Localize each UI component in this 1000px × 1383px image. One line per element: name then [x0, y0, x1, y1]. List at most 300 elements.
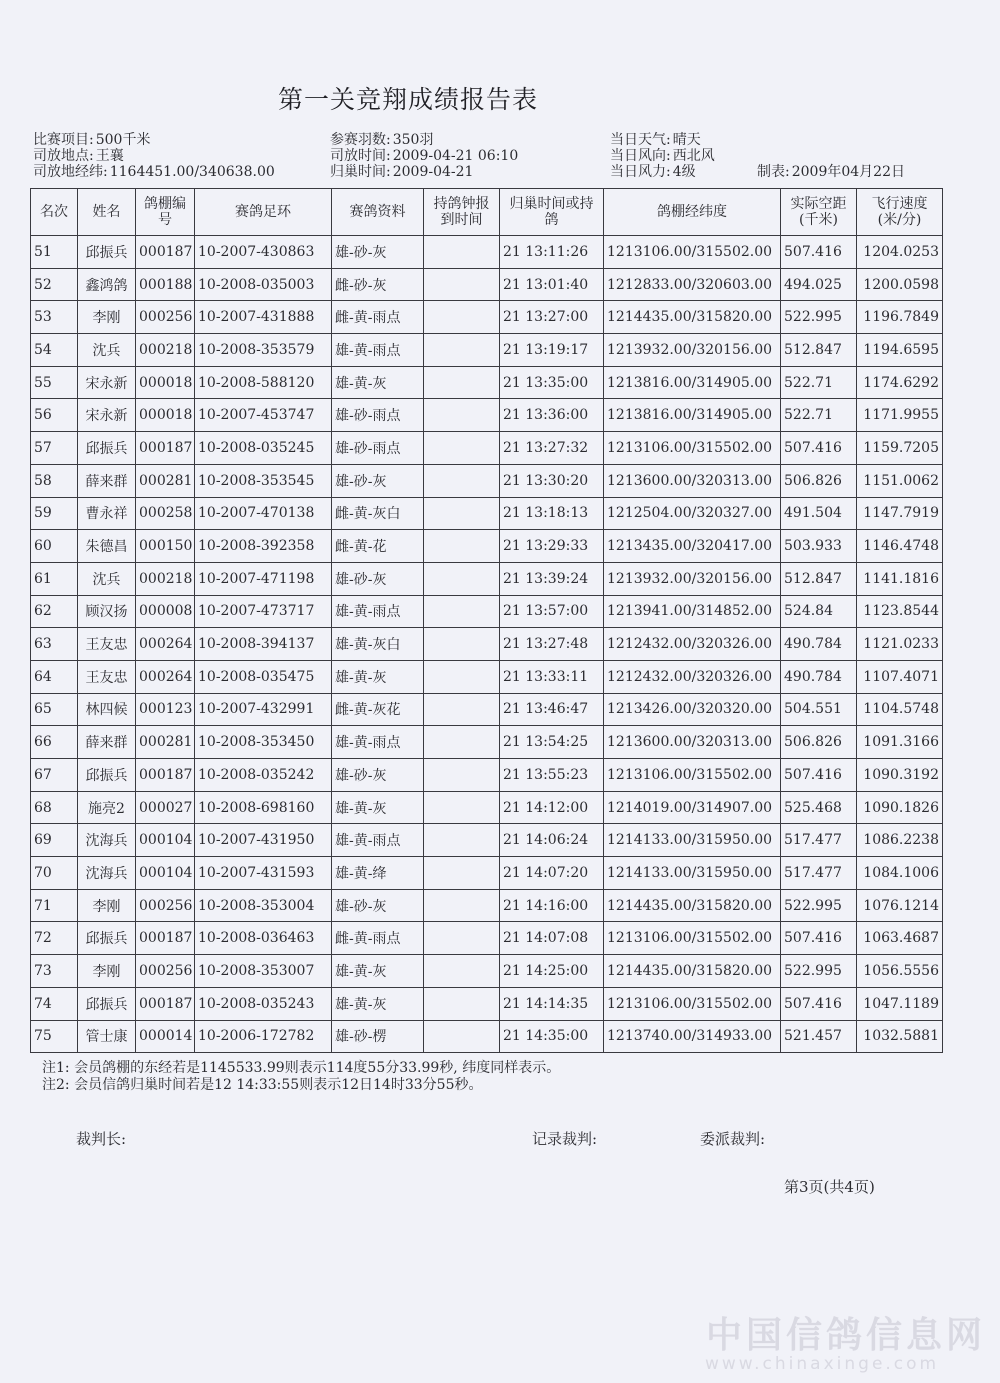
cell-ring: 10-2007-470138 — [195, 497, 332, 530]
cell-loft: 000218 — [136, 334, 195, 367]
cell-ring: 10-2008-035243 — [195, 987, 332, 1020]
cell-clock — [424, 595, 500, 628]
cell-loft: 000014 — [136, 1020, 195, 1053]
cell-speed: 1171.9955 — [857, 399, 943, 432]
meta-weather-value: 晴天 — [672, 132, 701, 148]
cell-clock — [424, 366, 500, 399]
table-row — [31, 987, 943, 1020]
cell-clock — [424, 334, 500, 367]
cell-speed: 1091.3166 — [857, 726, 943, 759]
cell-coord: 1213106.00/315502.00 — [604, 987, 781, 1020]
cell-name: 邱振兵 — [78, 236, 136, 269]
cell-info: 雄-黄-雨点 — [332, 334, 424, 367]
cell-info: 雌-黄-雨点 — [332, 922, 424, 955]
cell-speed: 1107.4071 — [857, 660, 943, 693]
cell-loft: 000187 — [136, 236, 195, 269]
cell-rank: 74 — [31, 987, 78, 1020]
cell-info: 雄-黄-雨点 — [332, 595, 424, 628]
cell-arrival: 21 14:25:00 — [500, 955, 604, 988]
meta-return-time — [330, 164, 473, 180]
table-row — [31, 922, 943, 955]
cell-coord: 1213600.00/320313.00 — [604, 726, 781, 759]
meta-wind-force-label: 当日风力: — [610, 164, 671, 180]
cell-speed: 1123.8544 — [857, 595, 943, 628]
cell-name: 邱振兵 — [78, 759, 136, 792]
cell-rank: 73 — [31, 955, 78, 988]
cell-rank: 63 — [31, 628, 78, 661]
cell-distance: 507.416 — [781, 922, 857, 955]
table-row — [31, 595, 943, 628]
cell-distance: 521.457 — [781, 1020, 857, 1053]
cell-clock — [424, 857, 500, 890]
cell-speed: 1084.1006 — [857, 857, 943, 890]
table-row — [31, 1020, 943, 1053]
cell-loft: 000256 — [136, 889, 195, 922]
meta-release-time-value: 2009-04-21 06:10 — [392, 148, 519, 164]
cell-rank: 53 — [31, 301, 78, 334]
cell-ring: 10-2008-353545 — [195, 464, 332, 497]
cell-speed: 1076.1214 — [857, 889, 943, 922]
cell-loft: 000187 — [136, 432, 195, 465]
meta-made — [757, 164, 905, 180]
cell-clock — [424, 464, 500, 497]
cell-name: 鑫鸿鸽 — [78, 268, 136, 301]
cell-coord: 1213740.00/314933.00 — [604, 1020, 781, 1053]
cell-clock — [424, 301, 500, 334]
cell-name: 李刚 — [78, 301, 136, 334]
cell-distance: 522.995 — [781, 301, 857, 334]
cell-distance: 503.933 — [781, 530, 857, 563]
table-row — [31, 301, 943, 334]
meta-return-time-value: 2009-04-21 — [392, 164, 474, 180]
meta-entries-value: 350羽 — [392, 132, 434, 148]
page-number: 第3页(共4页) — [784, 1178, 875, 1196]
cell-info: 雄-砂-灰 — [332, 464, 424, 497]
cell-info: 雄-砂-雨点 — [332, 432, 424, 465]
cell-coord: 1213932.00/320156.00 — [604, 562, 781, 595]
cell-coord: 1214133.00/315950.00 — [604, 824, 781, 857]
cell-loft: 000018 — [136, 366, 195, 399]
meta-wind-dir-value: 西北风 — [672, 148, 715, 164]
cell-info: 雄-砂-灰 — [332, 562, 424, 595]
cell-loft: 000027 — [136, 791, 195, 824]
cell-arrival: 21 13:33:11 — [500, 660, 604, 693]
table-row — [31, 660, 943, 693]
header-name: 姓名 — [78, 189, 136, 236]
cell-clock — [424, 268, 500, 301]
cell-ring: 10-2007-430863 — [195, 236, 332, 269]
meta-entries — [330, 132, 433, 148]
signature-delegate: 委派裁判: — [700, 1130, 766, 1148]
cell-loft: 000188 — [136, 268, 195, 301]
cell-coord: 1212432.00/320326.00 — [604, 660, 781, 693]
cell-rank: 59 — [31, 497, 78, 530]
cell-speed: 1196.7849 — [857, 301, 943, 334]
table-row — [31, 889, 943, 922]
cell-speed: 1086.2238 — [857, 824, 943, 857]
cell-clock — [424, 399, 500, 432]
cell-distance: 494.025 — [781, 268, 857, 301]
cell-loft: 000281 — [136, 726, 195, 759]
cell-coord: 1214019.00/314907.00 — [604, 791, 781, 824]
cell-ring: 10-2008-035003 — [195, 268, 332, 301]
cell-info: 雌-黄-灰花 — [332, 693, 424, 726]
header-rank: 名次 — [31, 189, 78, 236]
cell-coord: 1213600.00/320313.00 — [604, 464, 781, 497]
cell-clock — [424, 922, 500, 955]
cell-coord: 1213106.00/315502.00 — [604, 432, 781, 465]
cell-clock — [424, 530, 500, 563]
cell-coord: 1213426.00/320320.00 — [604, 693, 781, 726]
cell-loft: 000104 — [136, 857, 195, 890]
table-row — [31, 268, 943, 301]
cell-name: 沈海兵 — [78, 857, 136, 890]
cell-ring: 10-2008-353007 — [195, 955, 332, 988]
cell-ring: 10-2008-698160 — [195, 791, 332, 824]
cell-distance: 507.416 — [781, 236, 857, 269]
meta-release-coord-value: 1164451.00/340638.00 — [109, 164, 275, 180]
cell-coord: 1213816.00/314905.00 — [604, 399, 781, 432]
cell-ring: 10-2007-431950 — [195, 824, 332, 857]
cell-name: 宋永新 — [78, 399, 136, 432]
cell-loft: 000187 — [136, 922, 195, 955]
cell-loft: 000018 — [136, 399, 195, 432]
cell-ring: 10-2007-473717 — [195, 595, 332, 628]
cell-info: 雄-黄-灰 — [332, 660, 424, 693]
cell-arrival: 21 13:18:13 — [500, 497, 604, 530]
cell-distance: 507.416 — [781, 987, 857, 1020]
cell-ring: 10-2008-353004 — [195, 889, 332, 922]
table-row — [31, 955, 943, 988]
meta-made-label: 制表: — [757, 164, 790, 180]
cell-coord: 1214435.00/315820.00 — [604, 955, 781, 988]
cell-name: 邱振兵 — [78, 987, 136, 1020]
cell-distance: 490.784 — [781, 660, 857, 693]
cell-rank: 56 — [31, 399, 78, 432]
cell-speed: 1141.1816 — [857, 562, 943, 595]
header-speed: 飞行速度(米/分) — [857, 189, 943, 236]
cell-info: 雌-黄-雨点 — [332, 301, 424, 334]
cell-speed: 1047.1189 — [857, 987, 943, 1020]
cell-rank: 54 — [31, 334, 78, 367]
cell-clock — [424, 889, 500, 922]
cell-speed: 1146.4748 — [857, 530, 943, 563]
meta-wind-force — [610, 164, 696, 180]
cell-coord: 1213435.00/320417.00 — [604, 530, 781, 563]
meta-event-value: 500千米 — [95, 132, 151, 148]
cell-arrival: 21 13:35:00 — [500, 366, 604, 399]
cell-loft: 000150 — [136, 530, 195, 563]
cell-speed: 1063.4687 — [857, 922, 943, 955]
cell-loft: 000281 — [136, 464, 195, 497]
report-title: 第一关竞翔成绩报告表 — [278, 85, 539, 114]
cell-coord: 1213932.00/320156.00 — [604, 334, 781, 367]
meta-made-value: 2009年04月22日 — [791, 164, 905, 180]
cell-coord: 1212504.00/320327.00 — [604, 497, 781, 530]
table-row — [31, 857, 943, 890]
table-row — [31, 366, 943, 399]
cell-ring: 10-2008-035475 — [195, 660, 332, 693]
cell-info: 雌-黄-花 — [332, 530, 424, 563]
cell-rank: 68 — [31, 791, 78, 824]
cell-arrival: 21 13:27:48 — [500, 628, 604, 661]
watermark-text: 中国信鸽信息网 — [706, 1315, 987, 1356]
cell-arrival: 21 14:07:08 — [500, 922, 604, 955]
cell-rank: 65 — [31, 693, 78, 726]
cell-speed: 1090.1826 — [857, 791, 943, 824]
cell-rank: 72 — [31, 922, 78, 955]
cell-distance: 512.847 — [781, 562, 857, 595]
meta-weather — [610, 132, 701, 148]
cell-arrival: 21 13:27:00 — [500, 301, 604, 334]
cell-rank: 71 — [31, 889, 78, 922]
meta-release-time — [330, 148, 518, 164]
results-table — [30, 188, 943, 1053]
cell-coord: 1213106.00/315502.00 — [604, 922, 781, 955]
cell-rank: 61 — [31, 562, 78, 595]
cell-name: 林四候 — [78, 693, 136, 726]
cell-rank: 58 — [31, 464, 78, 497]
meta-event — [33, 132, 150, 148]
cell-loft: 000264 — [136, 628, 195, 661]
meta-release-place-value: 王襄 — [95, 148, 124, 164]
cell-arrival: 21 14:07:20 — [500, 857, 604, 890]
cell-name: 邱振兵 — [78, 432, 136, 465]
cell-rank: 52 — [31, 268, 78, 301]
cell-ring: 10-2008-035245 — [195, 432, 332, 465]
cell-distance: 522.995 — [781, 955, 857, 988]
cell-speed: 1204.0253 — [857, 236, 943, 269]
table-row — [31, 236, 943, 269]
cell-arrival: 21 13:01:40 — [500, 268, 604, 301]
cell-arrival: 21 13:54:25 — [500, 726, 604, 759]
cell-info: 雄-黄-绛 — [332, 857, 424, 890]
cell-speed: 1090.3192 — [857, 759, 943, 792]
cell-info: 雄-砂-楞 — [332, 1020, 424, 1053]
cell-distance: 524.84 — [781, 595, 857, 628]
cell-speed: 1194.6595 — [857, 334, 943, 367]
cell-distance: 491.504 — [781, 497, 857, 530]
cell-clock — [424, 726, 500, 759]
cell-loft: 000123 — [136, 693, 195, 726]
cell-name: 邱振兵 — [78, 922, 136, 955]
cell-name: 沈海兵 — [78, 824, 136, 857]
meta-release-coord — [33, 164, 275, 180]
table-row — [31, 334, 943, 367]
cell-clock — [424, 628, 500, 661]
cell-info: 雄-黄-雨点 — [332, 726, 424, 759]
cell-rank: 55 — [31, 366, 78, 399]
cell-ring: 10-2008-394137 — [195, 628, 332, 661]
cell-clock — [424, 693, 500, 726]
header-loft: 鸽棚编号 — [136, 189, 195, 236]
cell-rank: 64 — [31, 660, 78, 693]
cell-name: 薛来群 — [78, 726, 136, 759]
cell-info: 雄-砂-灰 — [332, 759, 424, 792]
meta-wind-dir — [610, 148, 715, 164]
cell-name: 管士康 — [78, 1020, 136, 1053]
table-row — [31, 497, 943, 530]
cell-clock — [424, 955, 500, 988]
cell-rank: 51 — [31, 236, 78, 269]
cell-loft: 000256 — [136, 955, 195, 988]
cell-loft: 000218 — [136, 562, 195, 595]
cell-ring: 10-2007-431888 — [195, 301, 332, 334]
meta-return-time-label: 归巢时间: — [330, 164, 391, 180]
cell-name: 曹永祥 — [78, 497, 136, 530]
cell-info: 雄-黄-灰 — [332, 366, 424, 399]
cell-clock — [424, 791, 500, 824]
cell-name: 施亮2 — [78, 791, 136, 824]
table-row — [31, 726, 943, 759]
cell-rank: 60 — [31, 530, 78, 563]
cell-arrival: 21 13:39:24 — [500, 562, 604, 595]
cell-ring: 10-2008-036463 — [195, 922, 332, 955]
cell-distance: 525.468 — [781, 791, 857, 824]
cell-clock — [424, 1020, 500, 1053]
meta-entries-label: 参赛羽数: — [330, 132, 391, 148]
cell-info: 雄-黄-雨点 — [332, 824, 424, 857]
cell-clock — [424, 759, 500, 792]
cell-coord: 1212833.00/320603.00 — [604, 268, 781, 301]
cell-ring: 10-2006-172782 — [195, 1020, 332, 1053]
cell-arrival: 21 13:19:17 — [500, 334, 604, 367]
table-row — [31, 562, 943, 595]
cell-info: 雄-砂-雨点 — [332, 399, 424, 432]
table-row — [31, 791, 943, 824]
cell-clock — [424, 432, 500, 465]
cell-rank: 75 — [31, 1020, 78, 1053]
cell-speed: 1159.7205 — [857, 432, 943, 465]
cell-loft: 000187 — [136, 759, 195, 792]
cell-coord: 1213106.00/315502.00 — [604, 236, 781, 269]
cell-distance: 522.71 — [781, 366, 857, 399]
cell-arrival: 21 13:30:20 — [500, 464, 604, 497]
cell-speed: 1121.0233 — [857, 628, 943, 661]
cell-info: 雄-黄-灰 — [332, 955, 424, 988]
cell-loft: 000256 — [136, 301, 195, 334]
cell-name: 薛来群 — [78, 464, 136, 497]
cell-clock — [424, 497, 500, 530]
header-arrival: 归巢时间或持鸽 — [500, 189, 604, 236]
cell-rank: 57 — [31, 432, 78, 465]
cell-clock — [424, 987, 500, 1020]
table-row — [31, 759, 943, 792]
cell-loft: 000104 — [136, 824, 195, 857]
cell-name: 王友忠 — [78, 628, 136, 661]
cell-name: 沈兵 — [78, 562, 136, 595]
cell-rank: 66 — [31, 726, 78, 759]
cell-distance: 507.416 — [781, 432, 857, 465]
cell-ring: 10-2007-453747 — [195, 399, 332, 432]
cell-distance: 522.71 — [781, 399, 857, 432]
cell-clock — [424, 660, 500, 693]
cell-arrival: 21 13:29:33 — [500, 530, 604, 563]
cell-arrival: 21 13:11:26 — [500, 236, 604, 269]
table-row — [31, 628, 943, 661]
cell-arrival: 21 14:16:00 — [500, 889, 604, 922]
cell-speed: 1174.6292 — [857, 366, 943, 399]
cell-coord: 1214435.00/315820.00 — [604, 889, 781, 922]
cell-distance: 517.477 — [781, 857, 857, 890]
signature-chief: 裁判长: — [76, 1130, 127, 1148]
meta-release-coord-label: 司放地经纬: — [33, 164, 108, 180]
cell-speed: 1104.5748 — [857, 693, 943, 726]
results-body — [31, 236, 943, 1053]
cell-arrival: 21 14:35:00 — [500, 1020, 604, 1053]
header-distance: 实际空距(千米) — [781, 189, 857, 236]
meta-wind-force-value: 4级 — [672, 164, 696, 180]
cell-info: 雌-砂-灰 — [332, 268, 424, 301]
header-info: 赛鸽资料 — [332, 189, 424, 236]
cell-name: 顾汉扬 — [78, 595, 136, 628]
cell-info: 雄-砂-灰 — [332, 889, 424, 922]
cell-rank: 69 — [31, 824, 78, 857]
cell-arrival: 21 13:46:47 — [500, 693, 604, 726]
cell-speed: 1032.5881 — [857, 1020, 943, 1053]
table-row — [31, 693, 943, 726]
note-1: 注1: 会员鸽棚的东经若是1145533.99则表示114度55分33.99秒, 纬度同样表示。 — [42, 1060, 561, 1076]
cell-info: 雄-黄-灰 — [332, 791, 424, 824]
cell-loft: 000008 — [136, 595, 195, 628]
cell-coord: 1213816.00/314905.00 — [604, 366, 781, 399]
meta-release-place — [33, 148, 124, 164]
cell-distance: 490.784 — [781, 628, 857, 661]
cell-coord: 1213941.00/314852.00 — [604, 595, 781, 628]
meta-wind-dir-label: 当日风向: — [610, 148, 671, 164]
table-row — [31, 824, 943, 857]
cell-distance: 506.826 — [781, 726, 857, 759]
cell-name: 李刚 — [78, 955, 136, 988]
cell-speed: 1056.5556 — [857, 955, 943, 988]
cell-rank: 67 — [31, 759, 78, 792]
table-row — [31, 530, 943, 563]
cell-distance: 506.826 — [781, 464, 857, 497]
meta-weather-label: 当日天气: — [610, 132, 671, 148]
cell-ring: 10-2007-432991 — [195, 693, 332, 726]
cell-speed: 1200.0598 — [857, 268, 943, 301]
cell-name: 沈兵 — [78, 334, 136, 367]
cell-ring: 10-2008-035242 — [195, 759, 332, 792]
note-2: 注2: 会员信鸽归巢时间若是12 14:33:55则表示12日14时33分55秒。 — [42, 1077, 483, 1093]
table-row — [31, 399, 943, 432]
cell-arrival: 21 14:12:00 — [500, 791, 604, 824]
cell-name: 王友忠 — [78, 660, 136, 693]
cell-arrival: 21 14:14:35 — [500, 987, 604, 1020]
cell-loft: 000258 — [136, 497, 195, 530]
table-header-row — [31, 189, 943, 236]
cell-name: 李刚 — [78, 889, 136, 922]
notes — [42, 1060, 560, 1094]
cell-ring: 10-2008-353450 — [195, 726, 332, 759]
cell-info: 雄-砂-灰 — [332, 236, 424, 269]
cell-name: 宋永新 — [78, 366, 136, 399]
cell-ring: 10-2008-392358 — [195, 530, 332, 563]
signature-recorder: 记录裁判: — [532, 1130, 598, 1148]
meta-release-time-label: 司放时间: — [330, 148, 391, 164]
cell-arrival: 21 13:55:23 — [500, 759, 604, 792]
cell-coord: 1212432.00/320326.00 — [604, 628, 781, 661]
header-ring: 赛鸽足环 — [195, 189, 332, 236]
cell-rank: 70 — [31, 857, 78, 890]
cell-loft: 000264 — [136, 660, 195, 693]
cell-arrival: 21 13:27:32 — [500, 432, 604, 465]
cell-arrival: 21 13:36:00 — [500, 399, 604, 432]
cell-arrival: 21 14:06:24 — [500, 824, 604, 857]
cell-ring: 10-2008-588120 — [195, 366, 332, 399]
cell-coord: 1213106.00/315502.00 — [604, 759, 781, 792]
cell-ring: 10-2007-431593 — [195, 857, 332, 890]
